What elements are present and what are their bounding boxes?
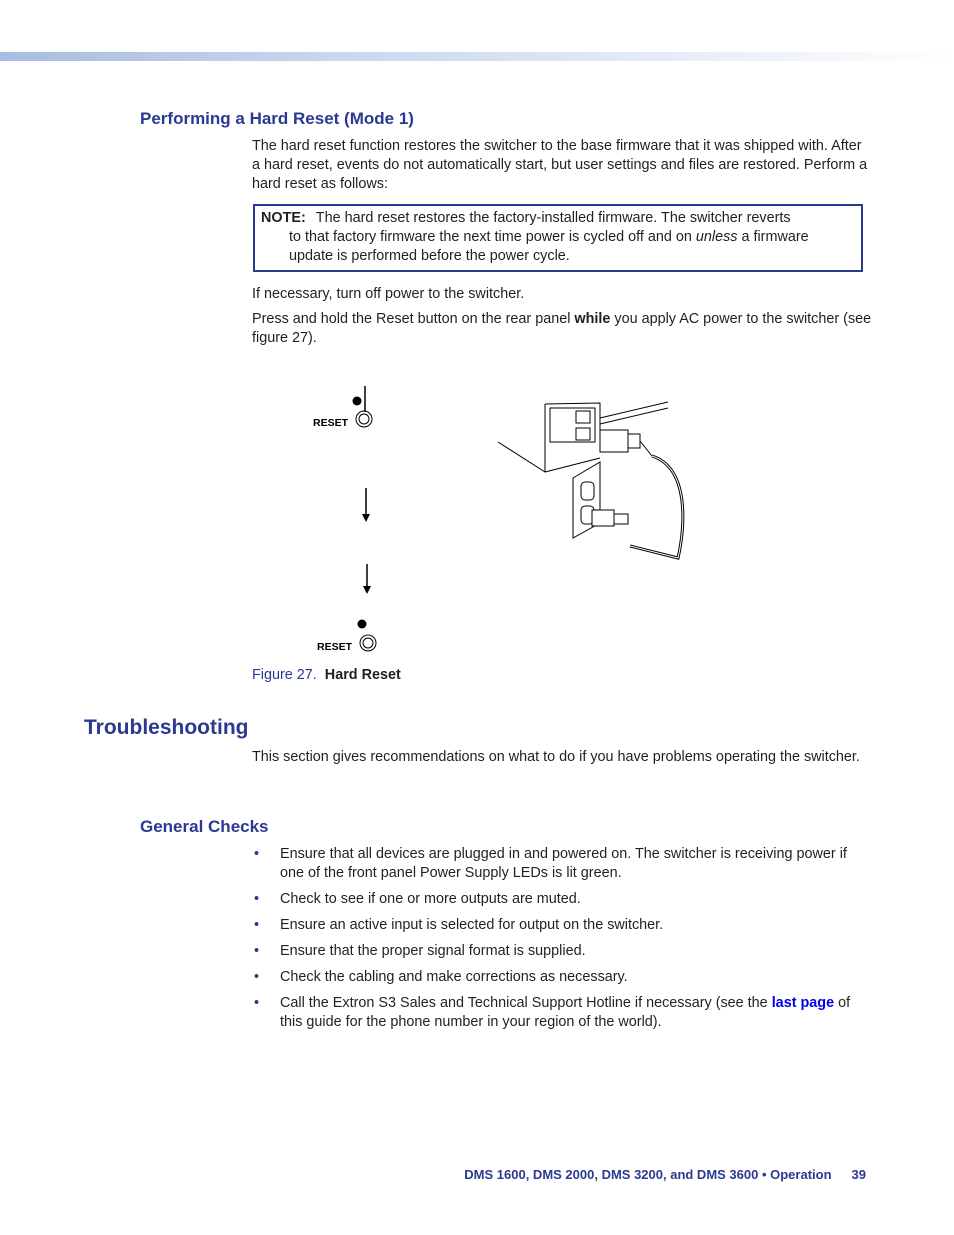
bullet-icon: • [254,917,260,933]
hard-reset-figure [300,378,700,668]
note-text-rest [261,228,846,266]
note-box [253,204,863,272]
list-item [252,994,872,1032]
bullet-icon: • [254,891,260,907]
reset-label-top: RESET [313,417,349,429]
list-item [252,968,872,987]
page-footer [464,1167,866,1182]
last-page-link[interactable]: last page [771,995,835,1011]
bullet-icon: • [254,943,260,959]
list-item-text: Check the cabling and make corrections as necessary. [280,969,628,985]
section-heading-troubleshooting: Troubleshooting [84,716,249,739]
note-emphasis: unless [695,229,738,245]
list-item-text: Ensure that the proper signal format is supplied. [280,943,586,959]
reset-button-pressed-icon [353,386,373,427]
reset-label-bottom: RESET [317,641,353,653]
section-heading-hard-reset: Performing a Hard Reset (Mode 1) [140,109,414,128]
bullet-icon: • [254,969,260,985]
bullet-icon: • [254,995,260,1011]
down-arrow-icon [362,488,370,522]
troubleshooting-intro: This section gives recommendations on what to do if you have problems operating the switcher. [252,749,860,765]
note-label: NOTE: [261,210,306,226]
list-item-text: of this guide for the phone number in your region of the world). [280,995,851,1030]
step-bold-while: while [574,311,611,327]
list-item-text: Ensure an active input is selected for output on the switcher. [280,917,664,933]
step-turn-off-power: If necessary, turn off power to the switcher. [252,286,525,302]
wall-outlet-icon [573,462,628,538]
figure-number: Figure 27. [252,667,317,683]
section-heading-general-checks: General Checks [140,817,269,836]
header-band [0,52,954,61]
footer-text: DMS 1600, DMS 2000, DMS 3200, and DMS 3600 • Operation [464,1167,832,1182]
bullet-icon: • [254,846,260,862]
switcher-rear-panel-icon [498,402,668,472]
step-text: Press and hold the Reset button on the rear panel [252,311,575,327]
list-item [252,890,872,909]
list-item [252,916,872,935]
list-item-text: Ensure that all devices are plugged in and powered on. The switcher is receiving power if one of the front panel Power Supply LEDs is lit green. [280,846,847,881]
list-item [252,845,872,883]
figure-caption [252,667,401,683]
reset-button-released-icon [358,620,377,652]
note-text-part: to that factory firmware the next time power is cycled off and on [289,229,696,245]
figure-title: Hard Reset [324,667,401,683]
power-cord-icon [600,430,683,558]
page-number: 39 [851,1167,866,1182]
down-arrow-icon [363,564,371,594]
step-text: you apply AC power to the switcher (see figure 27). [252,311,872,346]
general-checks-list [252,845,872,1039]
hard-reset-intro: The hard reset function restores the switcher to the base firmware that it was shipped with. After a hard reset, events do not automatically start, but user settings and files are restored. Perform a hard reset as follows: [252,138,868,192]
step-press-reset [252,310,872,348]
list-item-text: Call the Extron S3 Sales and Technical Support Hotline if necessary (see the [280,995,772,1011]
note-text-part: a firmware update is performed before the power cycle. [289,229,809,264]
list-item-text: Check to see if one or more outputs are muted. [280,891,581,907]
list-item [252,942,872,961]
note-text-line1: The hard reset restores the factory-installed firmware. The switcher reverts [315,210,791,226]
